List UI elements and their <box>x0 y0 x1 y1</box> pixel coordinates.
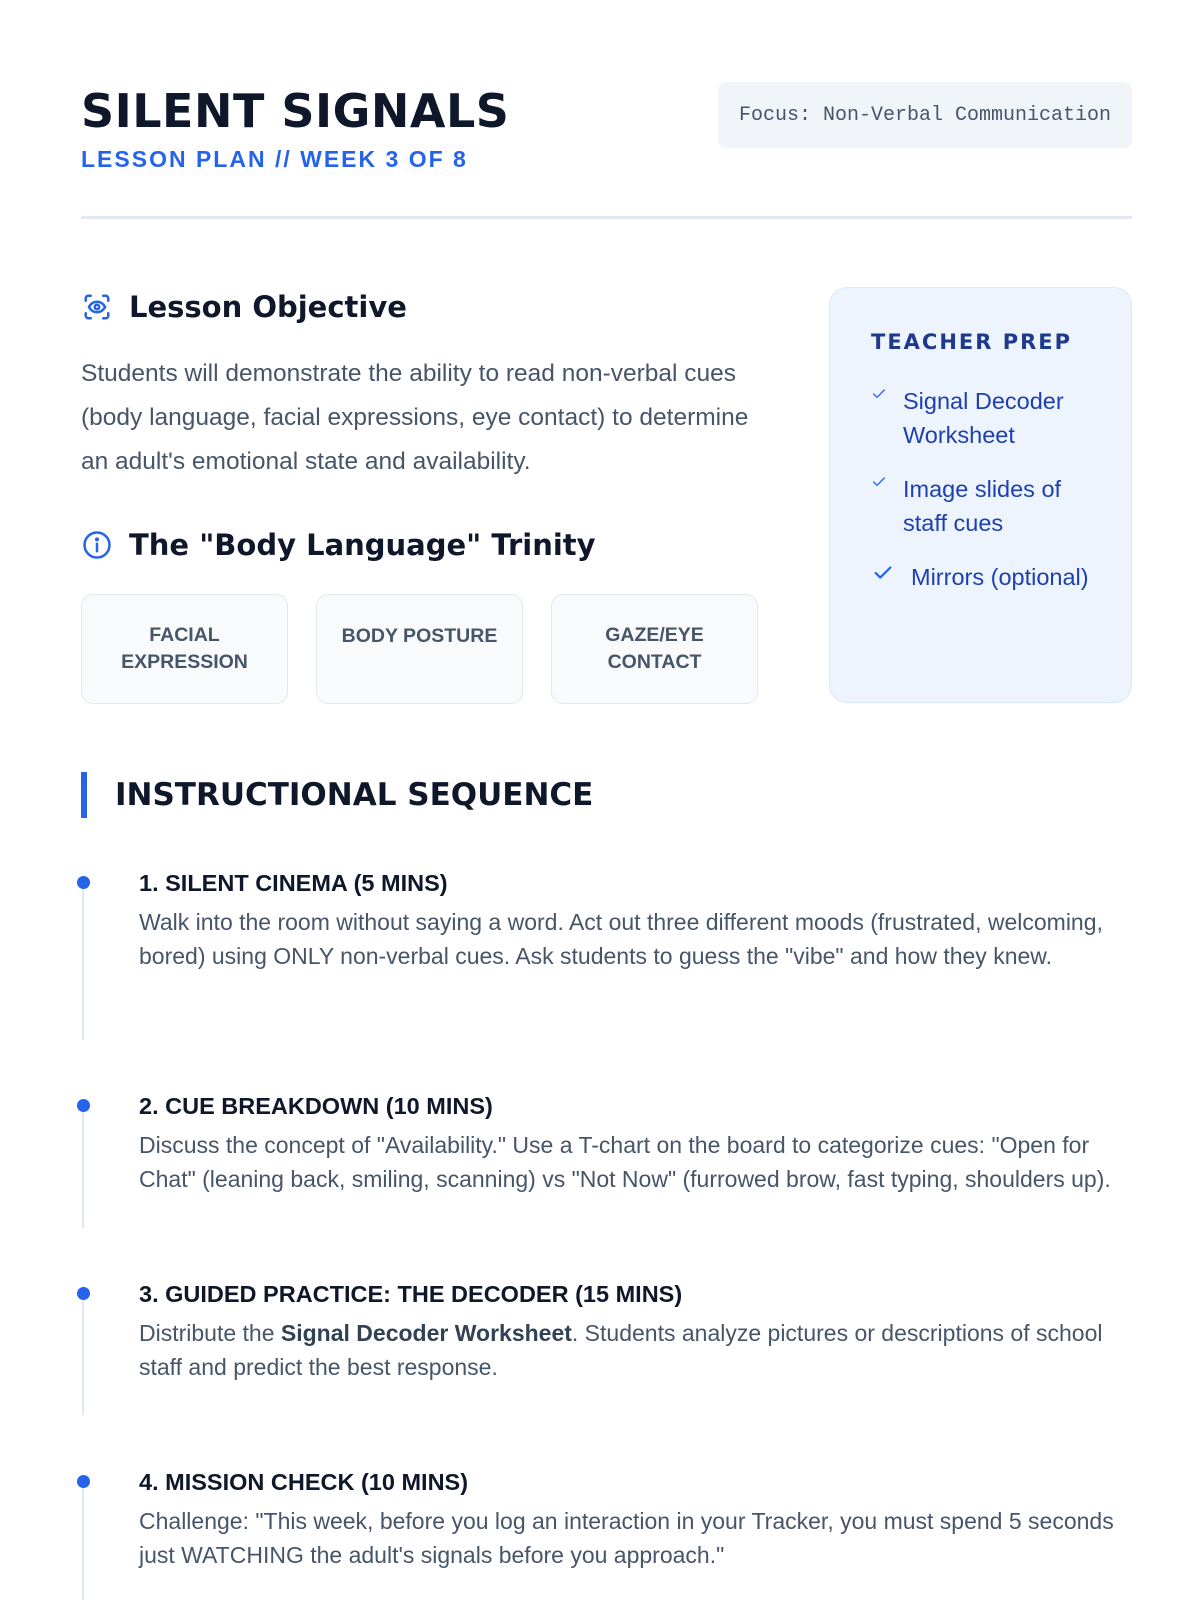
trinity-card-label: BODY POSTURE <box>341 625 498 647</box>
prep-item-text: Image slides of staff cues <box>903 476 1062 536</box>
trinity-heading <box>81 528 596 562</box>
timeline-line <box>82 1108 84 1228</box>
step-body: Walk into the room without saying a word. Act out three different moods (frustrated, welcoming, bored) using ONLY non-verbal cues. Ask students to guess the "vibe" and how they knew. <box>139 909 1103 969</box>
timeline-line <box>82 885 84 1040</box>
step-title: 1. SILENT CINEMA (5 MINS) <box>139 870 448 896</box>
check-icon <box>871 472 903 540</box>
step-body-text: . Students analyze pictures or descriptions of school staff and predict the best response. <box>139 1320 1103 1380</box>
prep-item-text: Signal Decoder Worksheet <box>903 388 1064 448</box>
objective-text: Students will demonstrate the ability to read non-verbal cues (body language, facial expressions, eye contact) to determine an adult's emotional state and availability. <box>81 360 749 475</box>
step-title: 2. CUE BREAKDOWN (10 MINS) <box>139 1093 493 1119</box>
trinity-heading-label: The "Body Language" Trinity <box>129 528 596 562</box>
header-divider <box>81 216 1132 219</box>
sequence-step <box>139 1469 1139 1572</box>
prep-list-item <box>871 560 1131 594</box>
timeline-dot <box>77 876 90 889</box>
sequence-heading-bar <box>81 772 87 818</box>
timeline-dot <box>77 1475 90 1488</box>
page-title: SILENT SIGNALS <box>81 84 510 138</box>
step-body-bold: Signal Decoder Worksheet <box>280 1320 572 1346</box>
focus-tag: Focus: Non-Verbal Communication <box>718 82 1132 148</box>
step-title: 4. MISSION CHECK (10 MINS) <box>139 1469 469 1495</box>
step-body-text: Distribute the <box>139 1320 281 1346</box>
sequence-step <box>139 870 1139 973</box>
page-subtitle: LESSON PLAN // WEEK 3 OF 8 <box>81 146 468 172</box>
prep-item-text: Mirrors (optional) <box>911 564 1089 590</box>
prep-list-item <box>871 384 1131 452</box>
prep-list-item <box>871 472 1131 540</box>
trinity-card-label: GAZE/EYE CONTACT <box>605 624 704 673</box>
teacher-prep-panel <box>829 287 1132 703</box>
timeline-dot <box>77 1099 90 1112</box>
check-icon <box>871 560 911 594</box>
teacher-prep-title: TEACHER PREP <box>871 330 1073 354</box>
sequence-heading-label: INSTRUCTIONAL SEQUENCE <box>115 777 594 813</box>
step-body: Challenge: "This week, before you log an interaction in your Tracker, you must spend 5 seconds just WATCHING the adult's signals before you approach." <box>139 1508 1114 1568</box>
objective-heading-label: Lesson Objective <box>129 290 407 324</box>
sequence-step <box>139 1281 1139 1384</box>
page-header <box>81 80 1132 220</box>
timeline-line <box>82 1483 84 1600</box>
trinity-card-facial <box>81 594 288 704</box>
step-body <box>139 1316 1139 1384</box>
trinity-card-label: FACIAL EXPRESSION <box>121 624 248 673</box>
trinity-card-posture <box>316 594 523 704</box>
trinity-card-gaze <box>551 594 758 704</box>
objective-heading <box>81 290 407 324</box>
step-title: 3. GUIDED PRACTICE: THE DECODER (15 MINS) <box>139 1281 683 1307</box>
sequence-heading <box>81 772 593 818</box>
sequence-step <box>139 1093 1139 1196</box>
check-icon <box>871 384 903 452</box>
step-body: Discuss the concept of "Availability." Use a T-chart on the board to categorize cues: "Open for Chat" (leaning back, smiling, scanning) vs "Not Now" (furrowed brow, fast typing, shoulders up). <box>139 1132 1111 1192</box>
timeline-dot <box>77 1287 90 1300</box>
eye-scan-icon <box>81 291 113 323</box>
timeline-line <box>82 1295 84 1415</box>
info-circle-icon <box>81 529 113 561</box>
trinity-cards <box>81 594 758 704</box>
